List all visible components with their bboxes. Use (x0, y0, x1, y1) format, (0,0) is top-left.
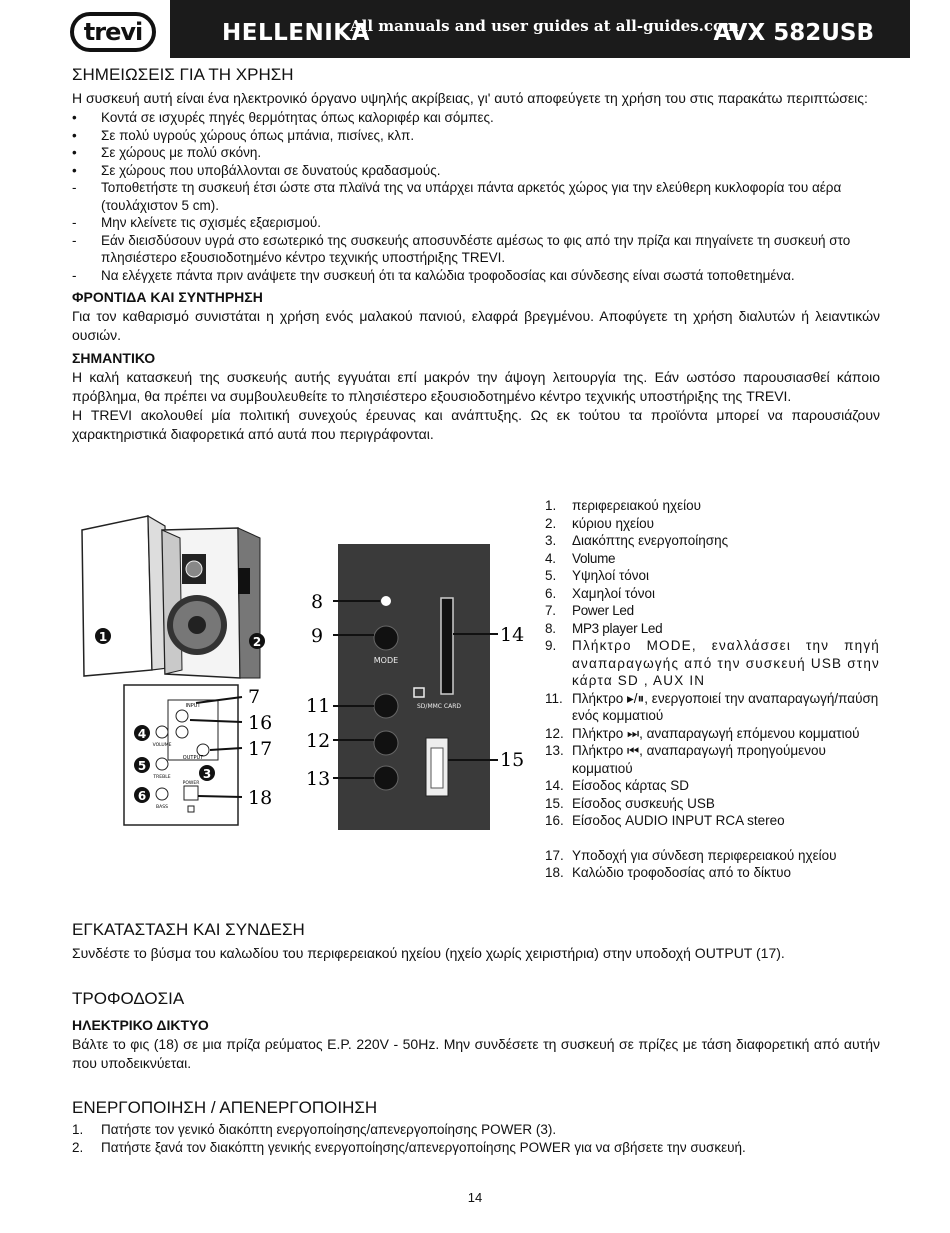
list-item: 11. Πλήκτρο ▸/⏸, ενεργοποιεί την αναπαραγωγή/παύση ενός κομματιού (545, 690, 879, 723)
svg-text:6: 6 (137, 789, 147, 803)
rear-panel (124, 685, 238, 825)
svg-text:1: 1 (98, 630, 108, 644)
callout-13: 13 (306, 768, 331, 790)
list-item: 18. Καλώδιο τροφοδοσίας από το δίκτυο (545, 865, 791, 880)
svg-text:3: 3 (202, 767, 212, 781)
svg-text:BASS: BASS (156, 805, 168, 810)
list-item: 2. Πατήστε ξανά τον διακόπτη γενικής ενεργοποίησης/απενεργοποίησης POWER για να σβήσετε την συσκευή. (72, 1140, 746, 1155)
usage-section (72, 64, 880, 444)
callout-1 (95, 628, 111, 644)
trevi-logo: trevi (70, 12, 156, 52)
list-item: 5. Υψηλοί τόνοι (545, 568, 650, 583)
install-title: ΕΓΚΑΤΑΣΤΑΣΗ ΚΑΙ ΣΥΝΔΕΣΗ (72, 920, 305, 939)
install-text: Συνδέστε το βύσμα του καλωδίου του περιφερειακού ηχείου (ηχείο χωρίς χειριστήρια) στην υποδοχή OUTPUT (17). (72, 945, 785, 961)
svg-text:4: 4 (137, 727, 147, 741)
svg-text:MODE: MODE (373, 656, 399, 665)
product-figure (70, 510, 530, 840)
callout-14: 14 (500, 624, 525, 646)
svg-text:VOLUME: VOLUME (152, 743, 172, 748)
onoff-title: ΕΝΕΡΓΟΠΟΙΗΣΗ / ΑΠΕΝΕΡΓΟΠΟΙΗΣΗ (72, 1098, 378, 1117)
list-item: 17. Υποδοχή για σύνδεση περιφερειακού ηχείου (545, 847, 837, 863)
list-item: - Εάν διεισδύσουν υγρά στο εσωτερικό της συσκευής αποσυνδέστε αμέσως το φις από την πρίζα και πηγαίνετε τη συσκευή στο πλησιέστερο εξουσιοδοτημένο κέντρο τεχνικής υποστήριξης TREVI. (72, 232, 851, 265)
power-text: Βάλτε το φις (18) σε μια πρίζα ρεύματος Ε.Ρ. 220V - 50Hz. Μην συνδέσετε τη συσκευή σε πρίζες με τάση διαφορετική από αυτήν που υποδεικνύεται. (72, 1036, 880, 1071)
list-item: • Σε πολύ υγρούς χώρους όπως μπάνια, πισίνες, κλπ. (72, 127, 415, 143)
list-item: - Τοποθετήστε τη συσκευή έτσι ώστε στα πλαϊνά της να υπάρχει πάντα αρκετός χώρος για την ελεύθερη κυκλοφορία του αέρα (τουλάχιστον 5 cm). (72, 180, 842, 213)
list-item: 7. Power Led (545, 603, 634, 618)
usage-list (72, 109, 880, 284)
callout-7: 7 (248, 686, 261, 708)
list-item: • Κοντά σε ισχυρές πηγές θερμότητας όπως καλοριφέρ και σόμπες. (72, 110, 494, 125)
svg-text:SD/MMC CARD: SD/MMC CARD (417, 703, 461, 710)
speaker-diagram (70, 510, 530, 840)
list-item: - Να ελέγχετε πάντα πριν ανάψετε την συσκευή ότι τα καλώδια τροφοδοσίας και σύνδεσης είναι σωστά τοποθετημένα. (72, 267, 795, 283)
callout-6 (134, 787, 150, 803)
control-panel (338, 544, 490, 830)
list-item: 3. Διακόπτης ενεργοποίησης (545, 533, 729, 548)
list-item: 4. Volume (545, 550, 616, 566)
list-item: 12. Πλήκτρο ⏭, αναπαραγωγή επόμενου κομματιού (545, 725, 860, 741)
callout-16: 16 (248, 712, 273, 734)
callout-3 (199, 765, 215, 781)
callout-9: 9 (311, 625, 324, 647)
onoff-list (72, 1121, 880, 1157)
list-item: 14. Είσοδος κάρτας SD (545, 778, 689, 793)
care-text: Για τον καθαρισμό συνιστάται η χρήση ενός μαλακού πανιού, ελαφρά βρεγμένου. Αποφύγετε τη χρήση διαλυτών ή λειαντικών ουσιών. (72, 308, 880, 343)
callout-18: 18 (248, 787, 273, 809)
list-item: 1. περιφερειακού ηχείου (545, 498, 702, 513)
parts-list (545, 497, 880, 882)
satellite-speaker (82, 516, 168, 676)
callout-4 (134, 725, 150, 741)
list-item: - Μην κλείνετε τις σχισμές εξαερισμού. (72, 215, 321, 230)
list-item: 8. MP3 player Led (545, 620, 663, 636)
callout-2 (249, 633, 265, 649)
important-text-1: Η καλή κατασκευή της συσκευής αυτής εγγυάται επί μακρόν την άψογη λειτουργία της. Εάν ωστόσο παρουσιασθεί κάποιο πρόβλημα, θα πρέπει να συμβουλευθείτε το πλησιέστερο εξουσιοδοτημένο κέντρο τεχνικής υποστήριξης της TREVI. (72, 369, 880, 404)
model-title: AVX 582USB (713, 20, 874, 46)
language-title: HELLENIKA (222, 20, 370, 46)
power-subtitle: ΗΛΕΚΤΡΙΚΟ ΔΙΚΤΥΟ (72, 1017, 209, 1033)
power-section (72, 988, 880, 1073)
list-item: 1. Πατήστε τον γενικό διακόπτη ενεργοποίησης/απενεργοποίησης POWER (3). (72, 1122, 557, 1137)
power-title: ΤΡΟΦΟΔΟΣΙΑ (72, 989, 185, 1008)
callout-15: 15 (500, 749, 525, 771)
list-item: • Σε χώρους με πολύ σκόνη. (72, 145, 262, 160)
important-text-2: Η TREVI ακολουθεί μία πολιτική συνεχούς έρευνας και ανάπτυξης. Ως εκ τούτου τα προϊόντα μπορεί να παρουσιάζουν χαρακτηριστικά διαφορετικά από αυτά που περιγράφονται. (72, 407, 880, 442)
list-item: 15. Είσοδος συσκευής USB (545, 795, 715, 811)
callout-8: 8 (311, 591, 324, 613)
important-title: ΣΗΜΑΝΤΙΚΟ (72, 350, 156, 366)
list-item: • Σε χώρους που υποβάλλονται σε δυνατούς κραδασμούς. (72, 162, 441, 178)
page-header (70, 0, 910, 58)
list-item: 9. Πλήκτρο MODE, εναλλάσσει την πηγή αναπαραγωγής από την συσκευή USB στην κάρτα SD , AUX IN (545, 638, 880, 688)
svg-text:5: 5 (137, 759, 147, 773)
svg-text:POWER: POWER (182, 781, 200, 786)
svg-text:TREBLE: TREBLE (153, 775, 171, 780)
usage-title: ΣΗΜΕΙΩΣΕΙΣ ΓΙΑ ΤΗ ΧΡΗΣΗ (72, 65, 294, 84)
svg-text:2: 2 (252, 635, 262, 649)
header-bar (170, 0, 910, 58)
list-item: 16. Είσοδος AUDIO INPUT RCA stereo (545, 813, 785, 828)
callout-17: 17 (248, 738, 273, 760)
install-section (72, 919, 880, 963)
watermark-text: All manuals and user guides at all-guides.com (350, 17, 739, 35)
svg-text:OUTPUT: OUTPUT (182, 755, 204, 761)
callout-11: 11 (306, 695, 331, 717)
svg-text:INPUT: INPUT (185, 703, 201, 709)
page-number: 14 (467, 1190, 483, 1205)
callout-5 (134, 757, 150, 773)
main-speaker (162, 528, 260, 678)
list-item: 6. Χαμηλοί τόνοι (545, 585, 655, 601)
care-title: ΦΡΟΝΤΙΔΑ ΚΑΙ ΣΥΝΤΗΡΗΣΗ (72, 289, 263, 305)
callout-12: 12 (306, 730, 331, 752)
usage-intro: Η συσκευή αυτή είναι ένα ηλεκτρονικό όργανο υψηλής ακρίβειας, γι' αυτό αποφεύγετε τη χρήση του στις παρακάτω περιπτώσεις: (72, 90, 868, 106)
list-item: 13. Πλήκτρο ⏮, αναπαραγωγή προηγούμενου κομματιού (545, 743, 826, 776)
onoff-section (72, 1097, 880, 1157)
list-item: 2. κύριου ηχείου (545, 515, 654, 531)
